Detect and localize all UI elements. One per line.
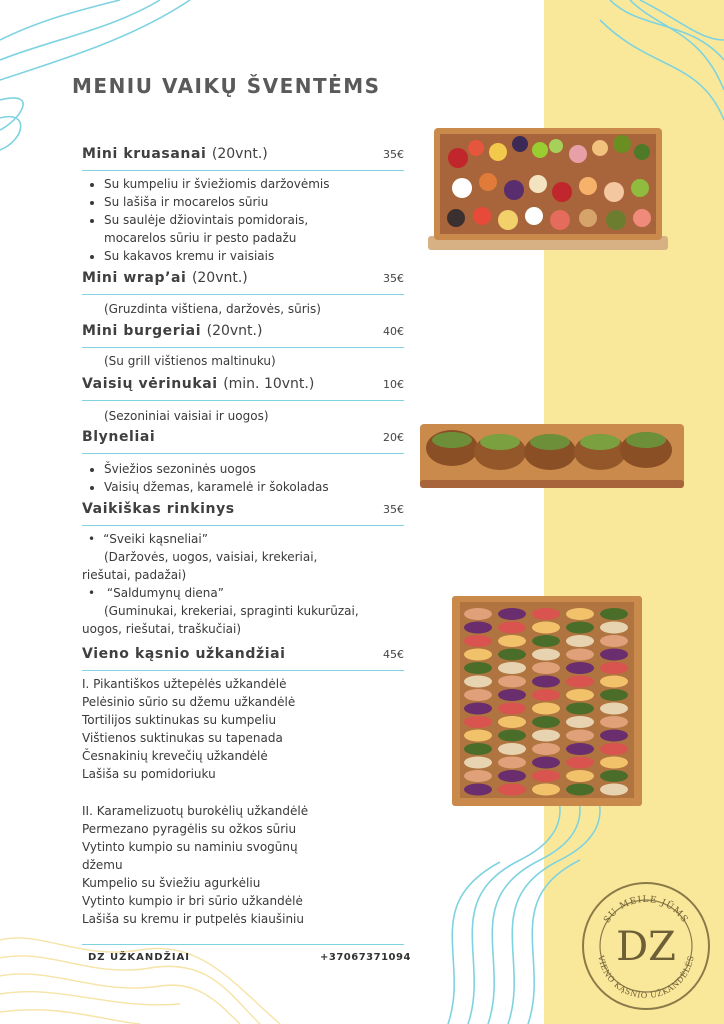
canape bbox=[498, 716, 526, 728]
list-item-detail: riešutai, padažai) bbox=[82, 568, 187, 582]
list-item: Tortilijos suktinukas su kumpeliu bbox=[82, 713, 277, 727]
canape bbox=[566, 649, 594, 661]
canape bbox=[532, 689, 560, 701]
canape bbox=[464, 635, 492, 647]
logo-monogram: DZ bbox=[616, 924, 676, 970]
item-note: (Sezoniniai vaisiai ir uogos) bbox=[104, 409, 269, 423]
canape bbox=[532, 676, 560, 688]
croissant-board-photo bbox=[420, 410, 684, 492]
canape bbox=[498, 608, 526, 620]
canape bbox=[498, 784, 526, 796]
list-item-detail: uogos, riešutai, traškučiai) bbox=[82, 622, 242, 636]
item-name: Mini wrap’ai (20vnt.) bbox=[82, 270, 248, 286]
canape bbox=[600, 635, 628, 647]
canape bbox=[566, 757, 594, 769]
canape bbox=[600, 770, 628, 782]
list-item: Pelėsinio sūrio su džemu užkandėlė bbox=[82, 695, 296, 709]
canape bbox=[464, 608, 492, 620]
menu-item-vieno-kasnio-uzkandziai bbox=[82, 646, 404, 671]
list-item-detail: (Daržovės, uogos, vaisiai, krekeriai, bbox=[104, 550, 318, 564]
canape bbox=[600, 676, 628, 688]
canape bbox=[600, 703, 628, 715]
canape bbox=[532, 784, 560, 796]
svg-text:SU MEILE JŪMS bbox=[602, 895, 689, 925]
canape bbox=[532, 770, 560, 782]
item-note: (Gruzdinta vištiena, daržovės, sūris) bbox=[104, 302, 321, 316]
snack-group-1 bbox=[82, 675, 412, 783]
list-item: II. Karamelizuotų burokėlių užkandėlė bbox=[82, 804, 309, 818]
canape bbox=[498, 662, 526, 674]
dz-logo bbox=[580, 880, 712, 1012]
list-item: Vytinto kumpio su naminiu svogūnų bbox=[82, 840, 298, 854]
canape bbox=[566, 716, 594, 728]
list-item: I. Pikantiškos užtepėlės užkandėlė bbox=[82, 677, 287, 691]
canape bbox=[566, 743, 594, 755]
canape bbox=[464, 649, 492, 661]
canape bbox=[464, 757, 492, 769]
canape bbox=[532, 703, 560, 715]
canape bbox=[464, 743, 492, 755]
canape bbox=[498, 743, 526, 755]
canape bbox=[464, 622, 492, 634]
item-price: 40€ bbox=[383, 325, 404, 338]
menu-item-mini-burgeriai bbox=[82, 323, 404, 348]
list-item: Lašiša su pomidoriuku bbox=[82, 767, 216, 781]
item-name: Vieno kąsnio užkandžiai bbox=[82, 646, 286, 662]
canape bbox=[600, 662, 628, 674]
menu-item-mini-wrapai bbox=[82, 270, 404, 295]
canape bbox=[532, 649, 560, 661]
item-name: Vaikiškas rinkinys bbox=[82, 501, 235, 517]
canape bbox=[464, 689, 492, 701]
canape bbox=[464, 770, 492, 782]
canape bbox=[600, 689, 628, 701]
list-item: • Su saulėje džiovintais pomidorais, mocarelos sūriu ir pesto padažu bbox=[104, 211, 424, 247]
canape bbox=[566, 622, 594, 634]
snack-group-2 bbox=[82, 802, 412, 928]
canape bbox=[498, 676, 526, 688]
list-item: • Su kumpeliu ir šviežiomis daržovėmis bbox=[104, 175, 424, 193]
canape bbox=[498, 635, 526, 647]
canape bbox=[600, 622, 628, 634]
canape bbox=[600, 730, 628, 742]
canape bbox=[464, 716, 492, 728]
menu-item-mini-kruasanai bbox=[82, 146, 404, 171]
list-item: • “Saldumynų diena” bbox=[82, 584, 412, 602]
item-name: Mini kruasanai (20vnt.) bbox=[82, 146, 268, 162]
canape bbox=[600, 784, 628, 796]
list-item: • Vaisių džemas, karamelė ir šokoladas bbox=[104, 478, 424, 496]
list-item: Kumpelio su šviežiu agurkėliu bbox=[82, 876, 261, 890]
canape bbox=[464, 784, 492, 796]
canape bbox=[566, 703, 594, 715]
canape bbox=[532, 635, 560, 647]
footer-divider bbox=[82, 944, 404, 945]
canape bbox=[566, 635, 594, 647]
item-note: (Su grill vištienos maltinuku) bbox=[104, 354, 276, 368]
list-item: Vištienos suktinukas su tapenada bbox=[82, 731, 283, 745]
list-item: • Šviežios sezoninės uogos bbox=[104, 460, 424, 478]
item-price: 35€ bbox=[383, 272, 404, 285]
canape bbox=[600, 716, 628, 728]
canapes-tray-photo bbox=[452, 596, 642, 806]
list-item: • Su lašiša ir mocarelos sūriu bbox=[104, 193, 424, 211]
canape bbox=[566, 662, 594, 674]
logo-top-text: SU MEILE JŪMS bbox=[602, 894, 690, 926]
list-item: • “Sveiki kąsneliai” bbox=[82, 530, 412, 548]
canape bbox=[464, 730, 492, 742]
list-item: Česnakinių krevečių užkandėlė bbox=[82, 749, 268, 763]
canape bbox=[600, 743, 628, 755]
canape bbox=[532, 743, 560, 755]
canape bbox=[532, 730, 560, 742]
canape bbox=[566, 770, 594, 782]
list-item: Vytinto kumpio ir bri sūrio užkandėlė bbox=[82, 894, 303, 908]
menu-item-vaisiu-verinukai bbox=[82, 376, 404, 401]
canape bbox=[566, 689, 594, 701]
canape bbox=[532, 716, 560, 728]
canape bbox=[566, 730, 594, 742]
list-item-detail: (Guminukai, krekeriai, spraginti kukurūzai, bbox=[104, 604, 359, 618]
canape bbox=[464, 676, 492, 688]
item-name: Mini burgeriai (20vnt.) bbox=[82, 323, 263, 339]
canape bbox=[498, 703, 526, 715]
item-price: 35€ bbox=[383, 148, 404, 161]
list-item: Permezano pyragėlis su ožkos sūriu bbox=[82, 822, 297, 836]
canape bbox=[498, 622, 526, 634]
footer-brand: DZ UŽKANDŽIAI bbox=[88, 952, 190, 963]
page-title: MENIU VAIKŲ ŠVENTĖMS bbox=[72, 74, 381, 98]
canape bbox=[566, 608, 594, 620]
list-item: • Su kakavos kremu ir vaisiais bbox=[104, 247, 424, 265]
canape bbox=[498, 770, 526, 782]
item-name: Vaisių vėrinukai (min. 10vnt.) bbox=[82, 376, 315, 392]
canape bbox=[498, 689, 526, 701]
canape bbox=[498, 649, 526, 661]
canape bbox=[498, 730, 526, 742]
item-bullets bbox=[88, 460, 424, 496]
canape bbox=[464, 662, 492, 674]
item-price: 10€ bbox=[383, 378, 404, 391]
kids-set-details bbox=[82, 530, 412, 638]
canape bbox=[532, 622, 560, 634]
menu-item-blyneliai bbox=[82, 429, 404, 454]
canape bbox=[566, 784, 594, 796]
canape bbox=[600, 757, 628, 769]
canape bbox=[600, 649, 628, 661]
canape bbox=[600, 608, 628, 620]
list-item: džemu bbox=[82, 858, 123, 872]
item-price: 35€ bbox=[383, 503, 404, 516]
item-price: 20€ bbox=[383, 431, 404, 444]
logo-bottom-text: VIENO KĄSNIO UŽKANDĖLĖS bbox=[596, 954, 696, 1001]
item-bullets bbox=[88, 175, 424, 265]
item-name: Blyneliai bbox=[82, 429, 156, 445]
item-price: 45€ bbox=[383, 648, 404, 661]
canape bbox=[532, 757, 560, 769]
footer-phone[interactable]: +37067371094 bbox=[320, 952, 411, 963]
canape bbox=[566, 676, 594, 688]
canape bbox=[532, 608, 560, 620]
snack-board-photo bbox=[428, 118, 668, 254]
canape bbox=[464, 703, 492, 715]
canape bbox=[532, 662, 560, 674]
canape bbox=[498, 757, 526, 769]
menu-item-vaikiskas-rinkinys bbox=[82, 501, 404, 526]
list-item: Lašiša su kremu ir putpelės kiaušiniu bbox=[82, 912, 304, 926]
